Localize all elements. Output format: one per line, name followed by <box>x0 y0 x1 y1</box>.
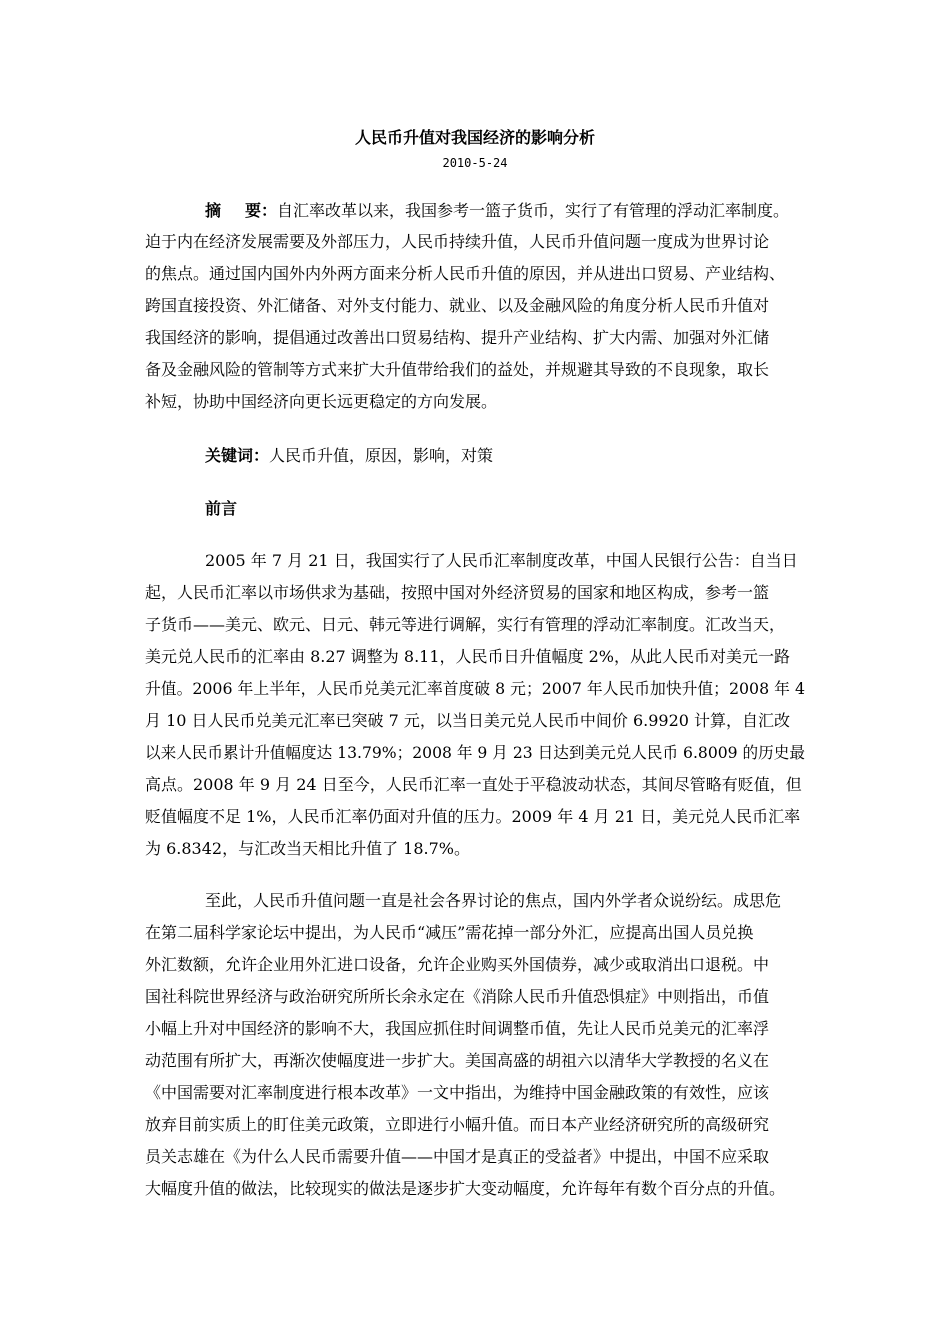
preface-heading: 前言 <box>205 499 238 518</box>
abstract-line: 迫于内在经济发展需要及外部压力，人民币持续升值，人民币升值问题一度成为世界讨论 <box>145 232 770 251</box>
paragraph-line: 为 6.8342，与汇改当天相比升值了 18.7%。 <box>145 839 470 858</box>
abstract-line <box>205 201 789 221</box>
paragraph-line: 贬值幅度不足 1%，人民币汇率仍面对升值的压力。2009 年 4 月 21 日，美元兑人民币汇率 <box>145 807 801 826</box>
paragraph-line: 国社科院世界经济与政治研究所所长余永定在《消除人民币升值恐惧症》中则指出，币值 <box>145 987 770 1006</box>
keywords-text: 人民币升值，原因，影响，对策 <box>269 446 494 465</box>
paragraph-line: 升值。2006 年上半年，人民币兑美元汇率首度破 8 元；2007 年人民币加快升值；2008 年 4 <box>145 679 806 698</box>
paragraph-line: 高点。2008 年 9 月 24 日至今，人民币汇率一直处于平稳波动状态，其间尽管略有贬值，但 <box>145 775 802 794</box>
paragraph-line: 放弃目前实质上的盯住美元政策，立即进行小幅升值。而日本产业经济研究所的高级研究 <box>145 1115 770 1134</box>
paragraph-line: 动范围有所扩大，再渐次使幅度进一步扩大。美国高盛的胡祖六以清华大学教授的名义在 <box>145 1051 770 1070</box>
paragraph-line: 员关志雄在《为什么人民币需要升值——中国才是真正的受益者》中提出，中国不应采取 <box>145 1147 770 1166</box>
paragraph-line: 起，人民币汇率以市场供求为基础，按照中国对外经济贸易的国家和地区构成，参考一篮 <box>145 583 770 602</box>
paragraph-line: 以来人民币累计升值幅度达 13.79%；2008 年 9 月 23 日达到美元兑人民币 6.8009 的历史最 <box>145 743 805 762</box>
abstract-line: 备及金融风险的管制等方式来扩大升值带给我们的益处，并规避其导致的不良现象，取长 <box>145 360 770 379</box>
paragraph-line: 小幅上升对中国经济的影响不大，我国应抓住时间调整币值，先让人民币兑美元的汇率浮 <box>145 1019 770 1038</box>
abstract-line: 的焦点。通过国内国外内外两方面来分析人民币升值的原因，并从进出口贸易、产业结构、 <box>145 264 786 283</box>
paragraph-line: 美元兑人民币的汇率由 8.27 调整为 8.11，人民币日升值幅度 2%，从此人民币对美元一路 <box>145 647 790 666</box>
document-date: 2010-5-24 <box>442 156 508 170</box>
keywords-line <box>205 446 493 466</box>
paragraph-line: 《中国需要对汇率制度进行根本改革》一文中指出，为维持中国金融政策的有效性，应该 <box>145 1083 770 1102</box>
paragraph-line: 至此，人民币升值问题一直是社会各界讨论的焦点，国内外学者众说纷纭。成思危 <box>205 891 782 910</box>
abstract-line: 我国经济的影响，提倡通过改善出口贸易结构、提升产业结构、扩大内需、加强对外汇储 <box>145 328 770 347</box>
paragraph-line: 2005 年 7 月 21 日，我国实行了人民币汇率制度改革，中国人民银行公告：自当日 <box>205 551 798 570</box>
paragraph-line: 月 10 日人民币兑美元汇率已突破 7 元，以当日美元兑人民币中间价 6.9920 计算，自汇改 <box>145 711 791 730</box>
keywords-label: 关键词： <box>205 446 270 465</box>
document-title: 人民币升值对我国经济的影响分析 <box>354 128 595 147</box>
paragraph-line: 在第二届科学家论坛中提出，为人民币“减压”需花掉一部分外汇，应提高出国人员兑换 <box>145 923 754 942</box>
paragraph-line: 子货币——美元、欧元、日元、韩元等进行调解，实行有管理的浮动汇率制度。汇改当天， <box>145 615 786 634</box>
paragraph-line: 大幅度升值的做法，比较现实的做法是逐步扩大变动幅度，允许每年有数个百分点的升值。 <box>145 1179 786 1198</box>
abstract-line: 补短，协助中国经济向更长远更稳定的方向发展。 <box>145 392 498 411</box>
abstract-text: 自汇率改革以来，我国参考一篮子货币，实行了有管理的浮动汇率制度。 <box>277 201 790 220</box>
abstract-line: 跨国直接投资、外汇储备、对外支付能力、就业、以及金融风险的角度分析人民币升值对 <box>145 296 770 315</box>
abstract-label: 摘 要： <box>205 201 278 220</box>
paragraph-line: 外汇数额，允许企业用外汇进口设备，允许企业购买外国债券，减少或取消出口退税。中 <box>145 955 770 974</box>
